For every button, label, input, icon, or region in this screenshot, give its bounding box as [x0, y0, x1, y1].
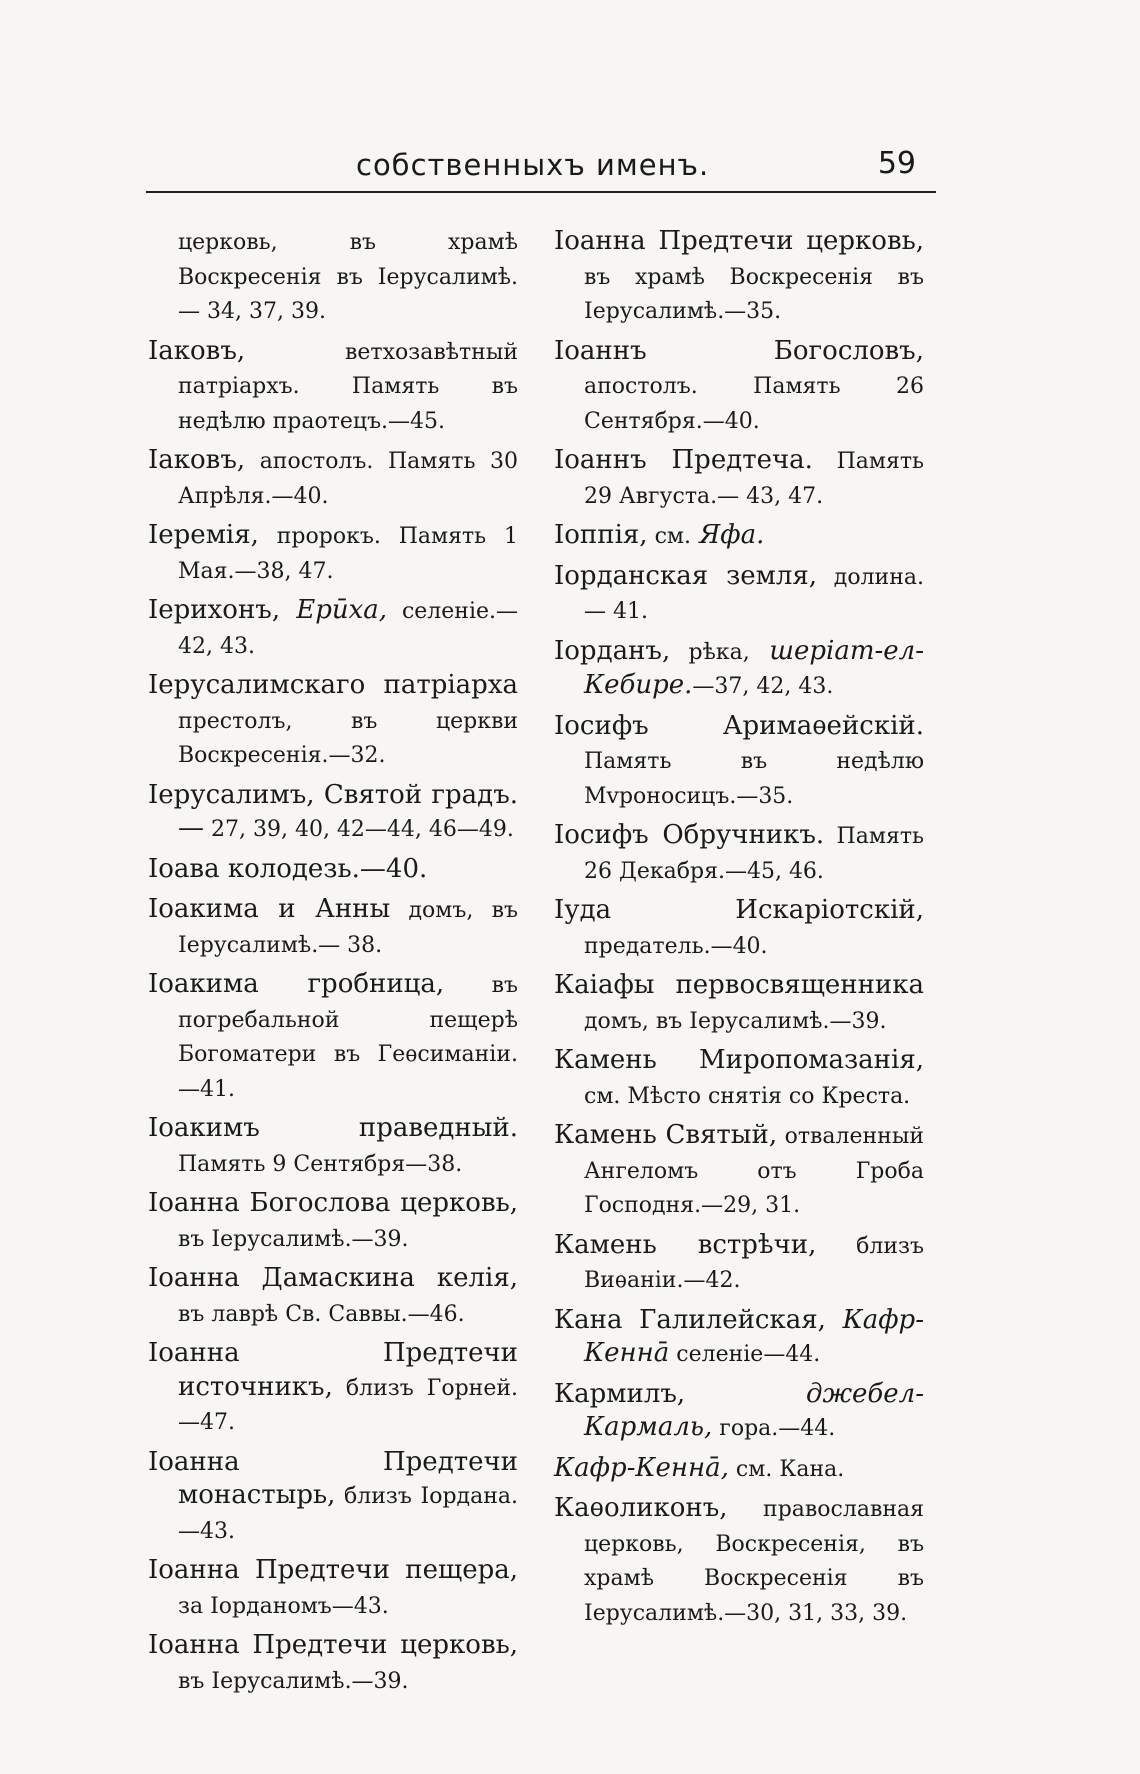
index-entry: Іоава колодезь.—40. [148, 853, 428, 884]
index-entry: Каѳоликонъ, православная церковь, Воскресенія, въ храмѣ Воскресенія въ Іерусалимѣ.—30, 31, 33, 39. [554, 1493, 924, 1626]
index-entry: Іосифъ Обручникъ. Память 26 Декабря.—45, 46. [554, 820, 924, 884]
index-entry: Іерусалимъ, Святой градъ.— 27, 39, 40, 42—44, 46—49. [148, 779, 518, 843]
index-entry: Іорданская земля, долина.— 41. [554, 560, 924, 624]
index-column-left [148, 225, 518, 1704]
index-entry: Іоанна Предтечи источникъ, близъ Горней.—47. [148, 1338, 518, 1435]
index-entry: Іоакима гробница, въ погребальной пещерѣ Богоматери въ Геѳсиманіи.—41. [148, 969, 518, 1102]
running-title: собственныхъ именъ. [356, 148, 710, 182]
index-entry: Камень Святый, отваленный Ангеломъ отъ Гроба Господня.—29, 31. [554, 1120, 924, 1218]
index-entry: Іоанна Дамаскина келія, въ лаврѣ Св. Саввы.—46. [148, 1263, 518, 1327]
index-entry: Кана Галилейская, Кафр-Кеннā селеніе—44. [554, 1304, 924, 1368]
index-entry: Іоаннъ Предтеча. Память 29 Августа.— 43, 47. [554, 445, 925, 509]
index-entry: Іоакимъ праведный. Память 9 Сентября—38. [148, 1113, 518, 1177]
index-entry: Іерусалимскаго патріарха престолъ, въ церкви Воскресенія.—32. [148, 670, 518, 768]
index-entry: Іоанна Предтечи пещера, за Іорданомъ—43. [148, 1555, 518, 1619]
index-entry: Іаковъ, ветхозавѣтный патріархъ. Память въ недѣлю праотецъ.—45. [148, 335, 518, 434]
index-entry: Кармилъ, джебел-Кармаль, гора.—44. [554, 1378, 924, 1442]
index-entry: Іоппія, см. Яфа. [554, 520, 765, 550]
index-entry: Каіафы первосвященника домъ, въ Іерусалимѣ.—39. [554, 970, 924, 1034]
index-entry: Іаковъ, апостолъ. Память 30 Апрѣля.—40. [148, 445, 518, 509]
index-entry: Камень встрѣчи, близъ Виѳаніи.—42. [554, 1229, 925, 1293]
index-entry: Іорданъ, рѣка, шеріат-ел-Кебире.—37, 42, 43. [554, 635, 925, 700]
index-entry: Іоанна Предтечи церковь, въ Іерусалимѣ.—39. [148, 1630, 518, 1694]
page-header [146, 148, 936, 188]
index-entry: Кафр-Кеннā, см. Кана. [554, 1452, 845, 1483]
index-entry: Іеремія, пророкъ. Память 1 Мая.—38, 47. [148, 520, 518, 584]
index-entry: Іоанна Предтечи церковь, въ храмѣ Воскресенія въ Іерусалимѣ.—35. [554, 226, 924, 324]
index-entry: Іоанна Богослова церковь, въ Іерусалимѣ.—39. [148, 1188, 518, 1252]
index-entry: Камень Миропомазанія, см. Мѣсто снятія со Креста. [554, 1045, 924, 1109]
index-entry: Іосифъ Аримаѳейскій. Память въ недѣлю Мvроносицъ.—35. [554, 710, 924, 809]
index-column-right [554, 225, 924, 1636]
index-entry: Іуда Искаріотскій, предатель.—40. [554, 895, 924, 959]
index-entry: Іерихонъ, Ерūха, селеніе.— 42, 43. [148, 595, 519, 659]
index-entry: Іоаннъ Богословъ, апостолъ. Память 26 Сентября.—40. [554, 335, 924, 434]
index-entry: церковь, въ храмѣ Воскресенія въ Іерусалимѣ.— 34, 37, 39. [178, 230, 518, 324]
index-entry: Іоакима и Анны домъ, въ Іерусалимѣ.— 38. [148, 894, 518, 958]
page-number: 59 [877, 146, 916, 181]
header-rule [146, 191, 936, 193]
index-entry: Іоанна Предтечи монастырь, близъ Іордана.—43. [148, 1446, 518, 1544]
